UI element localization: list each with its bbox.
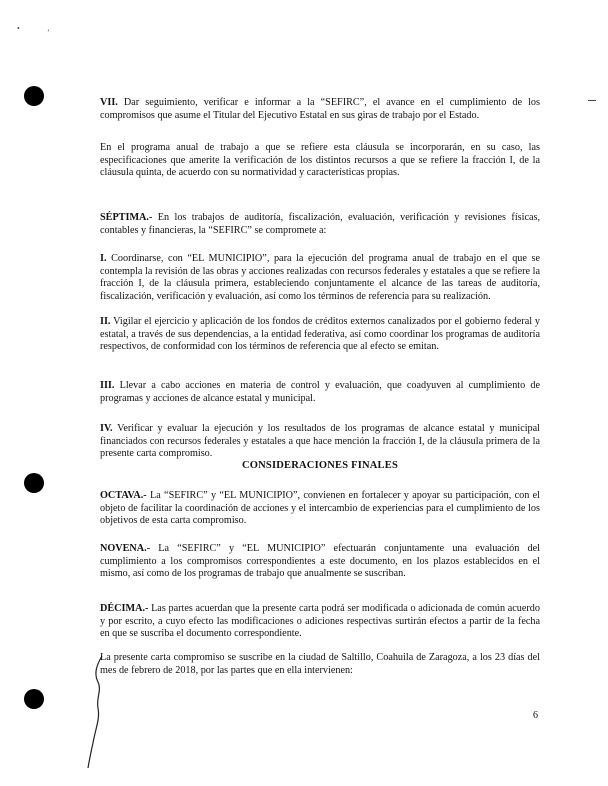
clause-lead: I. (100, 253, 107, 264)
paragraph-text: La presente carta compromiso se suscribe en la ciudad de Saltillo, Coahuila de Zaragoza, a los 23 días del mes de febrero de 2018, por las partes que en ella intervienen: (100, 652, 540, 676)
paragraph-text: En el programa anual de trabajo a que se refiere esta cláusula se incorporarán, en su caso, las especificaciones que amerite la verificación de los distintos recursos a que se refiere la fracción I, de la cláusula quinta, de acuerdo con su normatividad y características propias. (100, 142, 540, 179)
clause-lead: III. (100, 380, 115, 391)
binder-hole-2 (24, 473, 44, 493)
page-number: 6 (533, 710, 538, 721)
clause-lead: II. (100, 316, 111, 327)
paragraph-i (100, 253, 540, 303)
clause-lead: SÉPTIMA.- (100, 212, 153, 223)
clause-lead: OCTAVA.- (100, 490, 147, 501)
paragraph-septima (100, 212, 540, 237)
paragraph-iii (100, 380, 540, 405)
paragraph-text: Vigilar el ejercicio y aplicación de los fondos de créditos externos canalizados por el gobierno federal y estatal, a través de sus dependencias, a la entidad federativa, así como coordinar los programas de auditoría respectivos, de conformidad con los términos de referencia que al efecto se emitan. (100, 316, 540, 353)
paragraph-text: Dar seguimiento, verificar e informar a la “SEFIRC”, el avance en el cumplimiento de los compromisos que asume el Titular del Ejecutivo Estatal en sus giras de trabajo por el Estado. (100, 97, 540, 121)
paragraph-iv (100, 423, 540, 461)
paragraph-text: Las partes acuerdan que la presente carta podrá ser modificada o adicionada de común acuerdo y por escrito, a cuyo efecto las modificaciones o adiciones respectivas surtirán efectos a partir de la fecha en que se suscriba el documento correspondiente. (100, 603, 540, 640)
paragraph-text: Verificar y evaluar la ejecución y los resultados de los programas de alcance estatal y municipal financiados con recursos federales y estatales a que hace mención la fracción I, de la cláusula primera de la presente carta compromiso. (100, 423, 540, 460)
section-heading: CONSIDERACIONES FINALES (241, 460, 398, 471)
paragraph-text: Coordinarse, con “EL MUNICIPIO”, para la ejecución del programa anual de trabajo en el que se contempla la revisión de las obras y acciones realizadas con recursos federales y estatales a que se refiere la fracción I, de la cláusula primera, estableciendo conjuntamente el alcance de las tareas de auditoría, fiscalización, verificación y evaluación, así como los términos de referencia para su realización. (100, 253, 540, 302)
paragraph-novena (100, 543, 540, 581)
paragraph-vii (100, 97, 540, 122)
paragraph-text: En los trabajos de auditoría, fiscalización, evaluación, verificación y revisiones físicas, contables y financieras, la “SEFIRC” se compromete a: (100, 212, 540, 236)
scan-edge-mark (588, 100, 596, 101)
clause-lead: NOVENA.- (100, 543, 151, 554)
paragraph-text: La “SEFIRC” y “EL MUNICIPIO”, convienen en fortalecer y apoyar su participación, con el objeto de facilitar la coordinación de acciones y el intercambio de experiencias para el cumplimiento de los objetivos de esta carta compromiso. (100, 490, 540, 527)
paragraph-text: La “SEFIRC” y “EL MUNICIPIO” efectuarán conjuntamente una evaluación del cumplimiento a los compromisos correspondientes a este documento, en los plazos establecidos en el mismo, así como de los programas de trabajo que anualmente se suscriban. (100, 543, 540, 580)
clause-lead: IV. (100, 423, 113, 434)
clause-lead: VII. (100, 97, 118, 108)
paragraph-decima (100, 603, 540, 641)
binder-hole-1 (24, 86, 44, 106)
scan-speck: ʼ (47, 28, 50, 37)
paragraph-text: Llevar a cabo acciones en materia de control y evaluación, que coadyuven al cumplimiento de programas y acciones de alcance estatal y municipal. (100, 380, 540, 404)
clause-lead: DÉCIMA.- (100, 603, 149, 614)
paragraph-final (100, 652, 540, 677)
paragraph-ii (100, 316, 540, 354)
paragraph-octava (100, 490, 540, 528)
scan-speck: • (17, 24, 20, 33)
paragraph-programa (100, 142, 540, 180)
binder-hole-3 (24, 689, 44, 709)
